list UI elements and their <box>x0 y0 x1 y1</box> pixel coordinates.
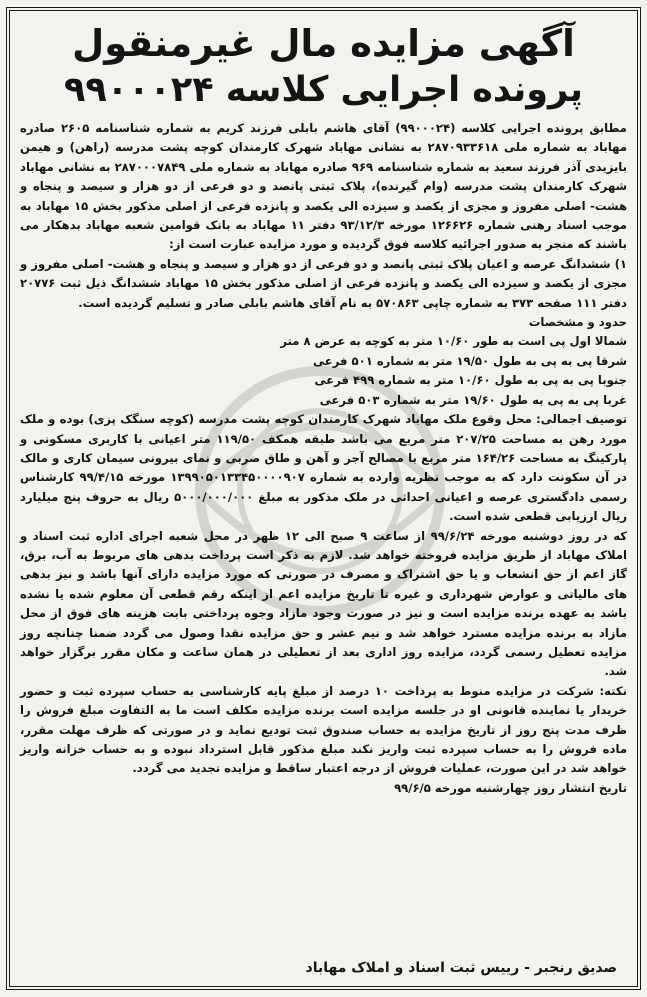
item-1-paragraph: ۱) ششدانگ عرصه و اعیان پلاک ثبتی پانصد و دو فرعی از دو هزار و سیصد و پنجاه و هشت- اصلی مفروز و مجزی از یکصد و سیزده الی یکصد و پانزده فرعی از اصلی مذکور بخش ۱۵ مهاباد ششدانگ ذیل ثبت ۲۰۷۷۶ دفتر ۱۱۱ صفحه ۳۷۳ به شماره چاپی ۵۷۰۸۶۳ به نام آقای هاشم بابلی صادر و تسلیم گردیده است. <box>20 256 627 310</box>
case-number-title: پرونده اجرایی کلاسه ۹۹۰۰۰۲۴ <box>64 70 583 110</box>
boundaries-heading: حدود و مشخصات <box>528 315 627 330</box>
intro-paragraph: مطابق پرونده اجرایی کلاسه (۹۹۰۰۰۲۴) آقای هاشم بابلی فرزند کریم به شماره شناسنامه ۲۶۰۵ صادره مهاباد به شماره ملی ۲۸۷۰۹۳۳۶۱۸ به نشانی مهاباد شهرک کارمندان کوچه پشت مدرسه (راهن) و هیمن بایزیدی آذر فرزند سعید به شماره شناسنامه ۹۶۹ صادره مهاباد به شماره ملی ۲۸۷۰۰۰۷۸۴۹ به نشانی مهاباد شهرک کارمندان پشت مدرسه (وام گیرنده)، پلاک ثبتی پانصد و دو فرعی از دو هزار و سیصد و پنجاه و هشت- اصلی مفروز و مجزی از یکصد و سیزده الی یکصد و پانزده فرعی از اصلی مذکور بخش ۱۵ مهاباد به موجب اسناد رهنی شماره ۱۲۶۶۲۶ مورخه ۹۳/۱۲/۳ دفتر ۱۱ مهاباد به بانک قوامین شعبه مهاباد بدهکار می باشند که منجر به صدور اجرائیه کلاسه فوق گردیده و مورد مزایده عبارت است از: <box>20 121 628 252</box>
boundary-east: شرقا پی به پی به طول ۱۹/۵۰ متر به شماره ۵۰۱ فرعی <box>313 353 627 368</box>
signature-line: صدیق رنجبر - رییس ثبت اسناد و املاک مهاباد <box>305 960 617 976</box>
description-paragraph: توصیف اجمالی: محل وقوع ملک مهاباد شهرک کارمندان کوچه پشت مدرسه (کوچه سنگک پزی) بوده و ملک مورد رهن به مساحت ۲۰۷/۲۵ متر مربع می باشد طبقه همکف ۱۱۹/۵۰ متر اعیانی با کاربری مسکونی و پارکینگ به مساحت ۱۶۴/۲۶ متر مربع با مصالح آجر و آهن و طاق ضربی و نمای بیرونی سیمان کاری و مالک در آن سکونت دارد که به موجب نظریه وارده به شماره ۱۳۹۹۰۵۰۱۳۳۴۵۰۰۰۰۹۰۷ مورخه ۹۹/۴/۱۵ کارشناس رسمی دادگستری عرصه و اعیانی احداثی در ملک مذکور به مبلغ ۵۰۰۰/۰۰۰/۰۰۰ ریال به حروف پنج میلیارد ریال ارزیابی قطعی شده است. <box>20 412 628 524</box>
notice-body <box>20 119 627 798</box>
notice-title: آگهی مزایده مال غیرمنقول <box>72 22 575 65</box>
boundary-south: جنوبا پی به پی به طول ۱۰/۶۰ متر به شماره ۴۹۹ فرعی <box>314 373 627 388</box>
note-paragraph: نکته: شرکت در مزایده منوط به پرداخت ۱۰ درصد از مبلغ پایه کارشناسی به حساب سپرده ثبت و حضور خریدار یا نماینده قانونی او در جلسه مزایده است برنده مزایده مکلف است ما به التفاوت مبلغ فروش را ظرف مدت پنج روز از تاریخ مزایده به حساب صندوق ثبت تودیع نماید و در صورتی که ظرف مهلت مقرر، ماده فروش را به حساب سپرده ثبت واریز نکند مبلغ مذکور قابل استرداد نبوده و به حساب خزانه واریز خواهد شد در این صورت، عملیات فروش از درجه اعتبار ساقط و مزایده تجدید می گردد. <box>20 683 627 776</box>
notice-frame <box>6 7 641 990</box>
boundary-west: غربا پی به پی به طول ۱۹/۶۰ متر به شماره ۵۰۳ فرعی <box>319 392 627 407</box>
auction-paragraph: که در روز دوشنبه مورخه ۹۹/۶/۲۴ از ساعت ۹ صبح الی ۱۲ ظهر در محل شعبه اجرای اداره ثبت اسناد و املاک مهاباد از طریق مزایده فروخته خواهد شد. لازم به ذکر است پرداخت بدهی های مربوط به آب، برق، گاز اعم از حق انشعاب و یا حق اشتراک و مصرف در صورتی که مورد مزایده دارای آنها باشد و نیز بدهی های مالیاتی و عوارض شهرداری و غیره تا تاریخ مزایده اعم از اینکه رقم قطعی آن معلوم شده یا نشده باشد به عهده برنده مزایده است و نیز در صورت وجود مازاد وجوه پرداختی بابت هزینه های فوق از محل مازاد به برنده مزایده مسترد خواهد شد و نیم عشر و حق مزایده نقدا وصول می گردد ضمنا چنانچه روز مزایده تعطیل رسمی گردد، مزایده روز اداری بعد از تعطیلی در همان ساعت و مکان مقرر برگزار خواهد شد. <box>20 528 627 679</box>
boundary-north: شمالا اول پی است به طور ۱۰/۶۰ متر به کوچه به عرض ۸ متر <box>280 334 627 349</box>
publish-date: تاریخ انتشار روز چهارشنبه مورخه ۹۹/۶/۵ <box>394 780 627 795</box>
